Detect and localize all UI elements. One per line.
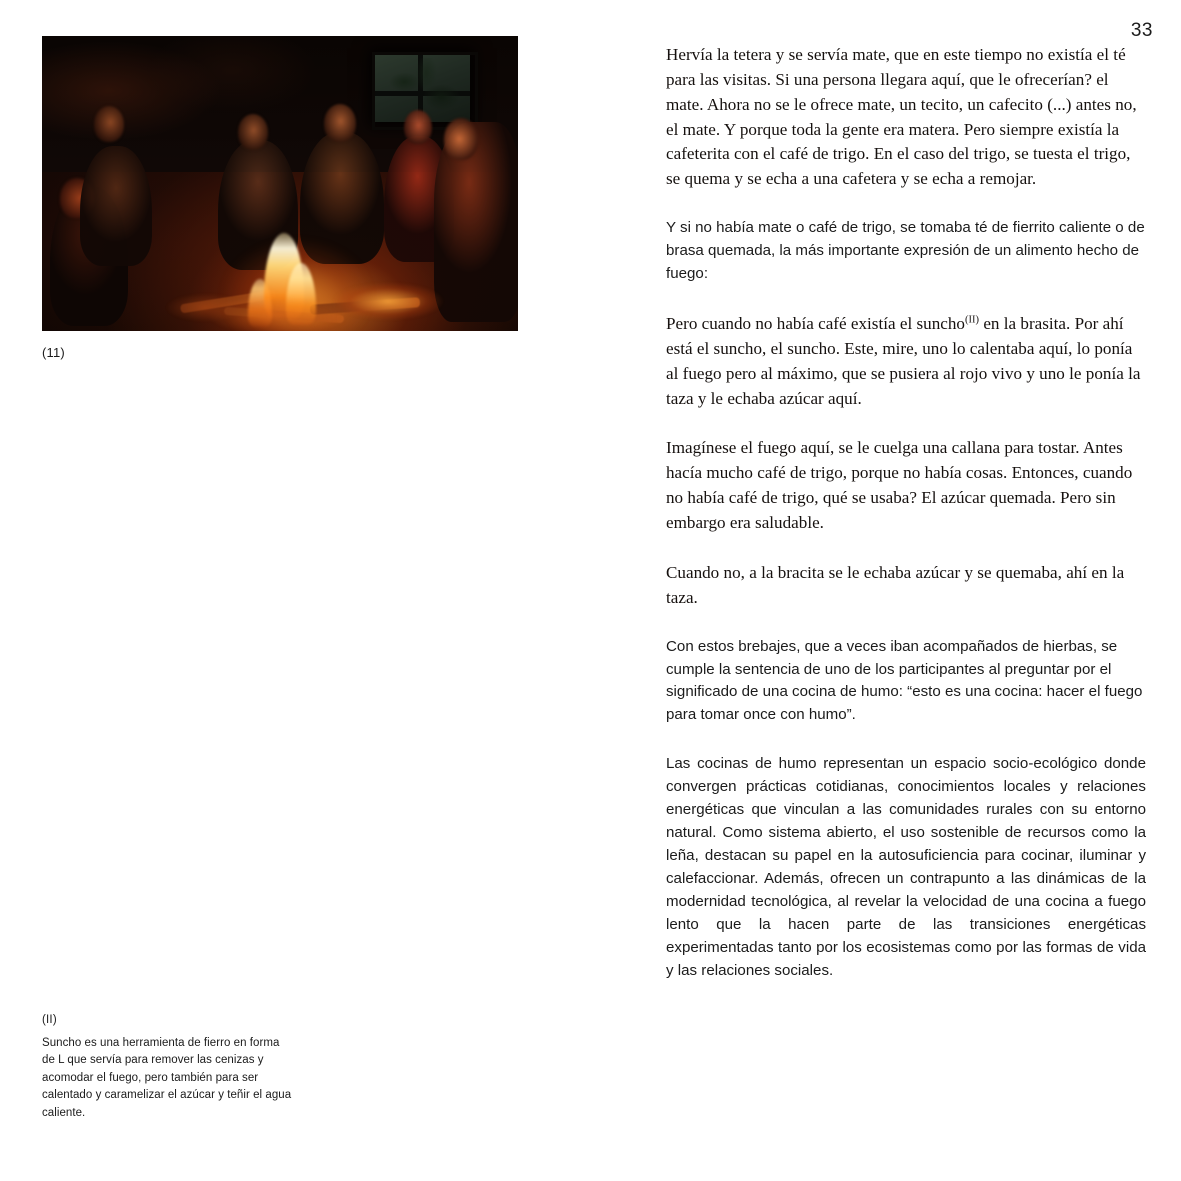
body-paragraph-2: Con estos brebajes, que a veces iban acompañados de hierbas, se cumple la sentencia de uno de los participantes al preguntar por el significado de una cocina de humo: “esto es una cocina: hacer el fuego para tomar once con humo”.: [666, 637, 1143, 724]
footnote-block: [42, 1014, 294, 1122]
footnote-marker: (II): [42, 1014, 57, 1026]
quote-2-text-before: Pero cuando no había café existía el suncho: [666, 313, 965, 333]
photo-person-2-head: [94, 106, 124, 142]
figure-caption: (11): [42, 345, 65, 360]
photo-person-3-head: [238, 114, 268, 150]
left-column: [42, 36, 520, 360]
figure-campfire: [42, 36, 518, 360]
photo-person-6-head: [444, 118, 478, 160]
page-number: 33: [1130, 20, 1153, 41]
quote-2-text-after: en la brasita. Por ahí está el suncho, el suncho. Este, mire, uno lo calentaba aquí, lo ponía al fuego pero al máximo, que se pusiera al rojo vivo y uno le ponía la taza y le echaba azúcar aquí.: [666, 313, 1141, 408]
body-paragraph-1: Y si no había mate o café de trigo, se tomaba té de fierrito caliente o de brasa quemada, la más importante expresión de un alimento hecho de fuego:: [666, 219, 1145, 283]
quote-paragraph-3: Imagínese el fuego aquí, se le cuelga una callana para tostar. Antes hacía mucho café de trigo, porque no había cosas. Entonces, cuando no había café de trigo, qué se usaba? El azúcar quemada. Pero sin embargo era saludable.: [666, 438, 1133, 532]
quote-paragraph-4: Cuando no, a la bracita se le echaba azúcar y se quemaba, ahí en la taza.: [666, 562, 1125, 607]
footnote-text: Suncho es una herramienta de fierro en forma de L que servía para remover las cenizas y acomodar el fuego, pero también para ser calentado y caramelizar el azúcar y teñir el agua caliente.: [42, 1037, 292, 1119]
quote-paragraph-1: Hervía la tetera y se servía mate, que en este tiempo no existía el té para las visitas. Si una persona llegara aquí, que le ofrecerían? el mate. Ahora no se le ofrece mate, un tecito, un cafecito (...) antes no, el mate. Y porque toda la gente era matera. Pero siempre existía la cafeterita con el café de trigo. En el caso del trigo, se tuesta el trigo, se quema y se echa a una cafetera y se echa a remojar.: [666, 45, 1137, 189]
photo-person-4-head: [324, 104, 356, 142]
photo-person-5-head: [404, 110, 432, 144]
photo-embers: [162, 253, 452, 331]
quote-paragraph-2: [666, 312, 1146, 411]
right-text-column: [666, 43, 1146, 1009]
photo-person-2: [80, 146, 152, 266]
footnote-reference-marker: (II): [965, 314, 980, 326]
body-paragraph-3: Las cocinas de humo representan un espacio socio-ecológico donde convergen prácticas cotidianas, conocimientos locales y relaciones energéticas que vinculan a las comunidades rurales con su entorno natural. Como sistema abierto, el uso sostenible de recursos como la leña, destacan su papel en la autosuficiencia para cocinar, iluminar y calefaccionar. Además, ofrecen un contrapunto a las dinámicas de la modernidad tecnológica, al revelar la velocidad de una cocina a fuego lento que la hacen parte de las transiciones energéticas experimentadas tanto por los ecosistemas como por las formas de vida y las relaciones sociales.: [666, 755, 1146, 979]
photograph-smoke-kitchen-campfire: [42, 36, 518, 331]
